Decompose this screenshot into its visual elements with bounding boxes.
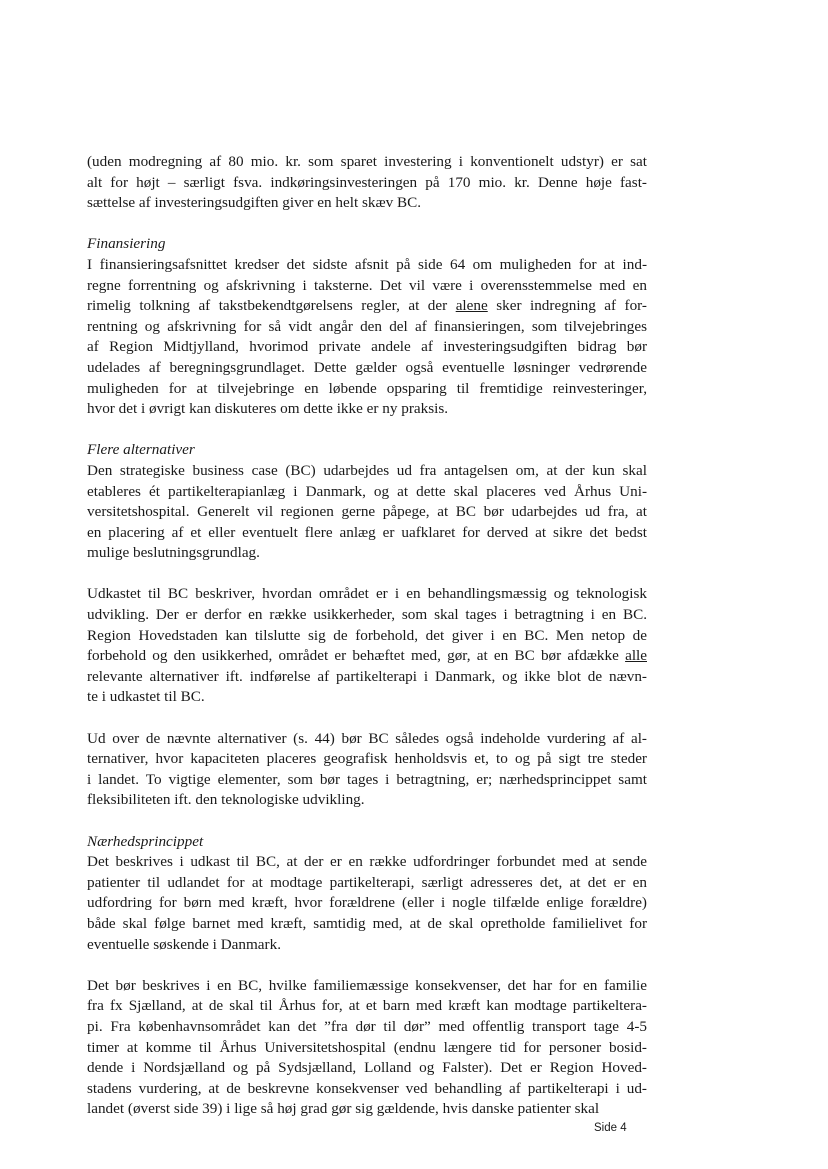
text-line: Den strategiske business case (BC) udarbejdes ud fra antagelsen om, at der kun skal bbox=[87, 461, 647, 479]
section-heading-nærhedsprincippet: Nærhedsprincippet bbox=[87, 832, 204, 850]
text-line: etableres ét partikelterapianlæg i Danmark, og at dette skal placeres ved Århus Uni- bbox=[87, 482, 647, 500]
section-heading-finansiering: Finansiering bbox=[87, 235, 166, 253]
text-line: relevante alternativer ift. indførelse af partikelterapi i Danmark, og ikke blot de nævn- bbox=[87, 667, 647, 685]
text-line: muligheden for at tilvejebringe en løbende opsparing til fremtidige reinvesteringer, bbox=[87, 379, 647, 397]
document-body bbox=[87, 152, 647, 1120]
text-line: hvor det i øvrigt kan diskuteres om dette ikke er ny praksis. bbox=[87, 400, 449, 418]
page-number: Side 4 bbox=[594, 1122, 627, 1134]
text-line: dende i Nordsjælland og på Sydsjælland, Lolland og Falster). Det er Region Hoved- bbox=[87, 1059, 647, 1077]
text-line: I finansieringsafsnittet kredser det sidste afsnit på side 64 om muligheden for at ind- bbox=[87, 255, 647, 273]
text-line: stadens vurdering, at de beskrevne konsekvenser ved behandling af partikelterapi i ud- bbox=[87, 1079, 647, 1097]
text-line: ternativer, hvor kapaciteten placeres geografisk henholdsvis et, to og på sigt tre steder bbox=[87, 750, 647, 768]
text-line: landet (øverst side 39) i lige så høj grad gør sig gældende, hvis danske patienter skal bbox=[87, 1100, 600, 1118]
underlined-emphasis: alle bbox=[625, 647, 647, 665]
text-line: timer at komme til Århus Universitetshospital (endnu længere tid for personer bosid- bbox=[87, 1038, 647, 1056]
text-line: Det bør beskrives i en BC, hvilke familiemæssige konsekvenser, det har for en familie bbox=[87, 976, 647, 994]
text-line: Det beskrives i udkast til BC, at der er en række udfordringer forbundet med at sende bbox=[87, 853, 647, 871]
paragraph bbox=[87, 255, 647, 420]
text-line: sættelse af investeringsudgiften giver en helt skæv BC. bbox=[87, 194, 422, 212]
text-line: udelades af beregningsgrundlaget. Dette gælder også eventuelle løsninger vedrørende bbox=[87, 358, 647, 376]
text-line: regne forrentning og afskrivning i taksterne. Det vil være i overensstemmelse med en bbox=[87, 276, 647, 294]
text-line: både skal følge barnet med kræft, samtidig med, at de skal opretholde familielivet for bbox=[87, 914, 647, 932]
underlined-emphasis: alene bbox=[455, 297, 488, 315]
text-line: mulige beslutningsgrundlag. bbox=[87, 544, 260, 562]
text-line: patienter til udlandet for at modtage partikelterapi, særligt adresseres det, at det er en bbox=[87, 873, 647, 891]
text-line: udvikling. Der er derfor en række usikkerheder, som skal tages i betragtning i en BC. bbox=[87, 606, 647, 624]
text-line: versitetshospital. Generelt vil regionen gerne påpege, at BC bør udarbejdes ud fra, at bbox=[87, 503, 647, 521]
text-line: Ud over de nævnte alternativer (s. 44) bør BC således også indeholde vurdering af al- bbox=[87, 729, 647, 747]
paragraph bbox=[87, 461, 647, 564]
section-heading-flere-alternativer: Flere alternativer bbox=[87, 441, 195, 459]
text-line: pi. Fra københavnsområdet kan det ”fra dør til dør” med offentlig transport tage 4-5 bbox=[87, 1017, 647, 1035]
text-line: Udkastet til BC beskriver, hvordan området er i en behandlingsmæssig og teknologisk bbox=[87, 585, 647, 603]
text-line: eventuelle søskende i Danmark. bbox=[87, 935, 281, 953]
text-line: fleksibiliteten ift. den teknologiske udvikling. bbox=[87, 791, 365, 809]
text-line: rimelig tolkning af takstbekendtgørelsens regler, at der alene sker indregning af for- bbox=[87, 297, 647, 315]
text-line: fra fx Sjælland, at de skal til Århus for, at et barn med kræft kan modtage partikeltera- bbox=[87, 997, 647, 1015]
text-line: af Region Midtjylland, hvorimod private andele af investeringsudgiften bidrag bør bbox=[87, 338, 647, 356]
text-line: Region Hovedstaden kan tilslutte sig de forbehold, det giver i en BC. Men netop de bbox=[87, 626, 647, 644]
text-line: alt for højt – særligt fsva. indkøringsinvesteringen på 170 mio. kr. Denne høje fast- bbox=[87, 173, 647, 191]
text-line: te i udkastet til BC. bbox=[87, 688, 205, 706]
text-line: (uden modregning af 80 mio. kr. som sparet investering i konventionelt udstyr) er sat bbox=[87, 153, 647, 170]
text-line: udfordring for børn med kræft, hvor forældrene (eller i nogle tilfælde enlige forældre) bbox=[87, 894, 647, 912]
paragraph bbox=[87, 584, 647, 708]
paragraph bbox=[87, 729, 647, 811]
paragraph bbox=[87, 152, 647, 214]
text-line: rentning og afskrivning for så vidt angår den del af finansieringen, som tilvejebringes bbox=[87, 317, 647, 335]
text-line: i landet. To vigtige elementer, som bør tages i betragtning, er; nærhedsprincippet samt bbox=[87, 770, 647, 788]
paragraph bbox=[87, 976, 647, 1120]
paragraph bbox=[87, 852, 647, 955]
text-line: forbehold og den usikkerhed, området er behæftet med, gør, at en BC bør afdække alle bbox=[87, 647, 647, 665]
text-line: en placering af et eller eventuelt flere anlæg er uafklaret for derved at sikre det bedst bbox=[87, 523, 647, 541]
